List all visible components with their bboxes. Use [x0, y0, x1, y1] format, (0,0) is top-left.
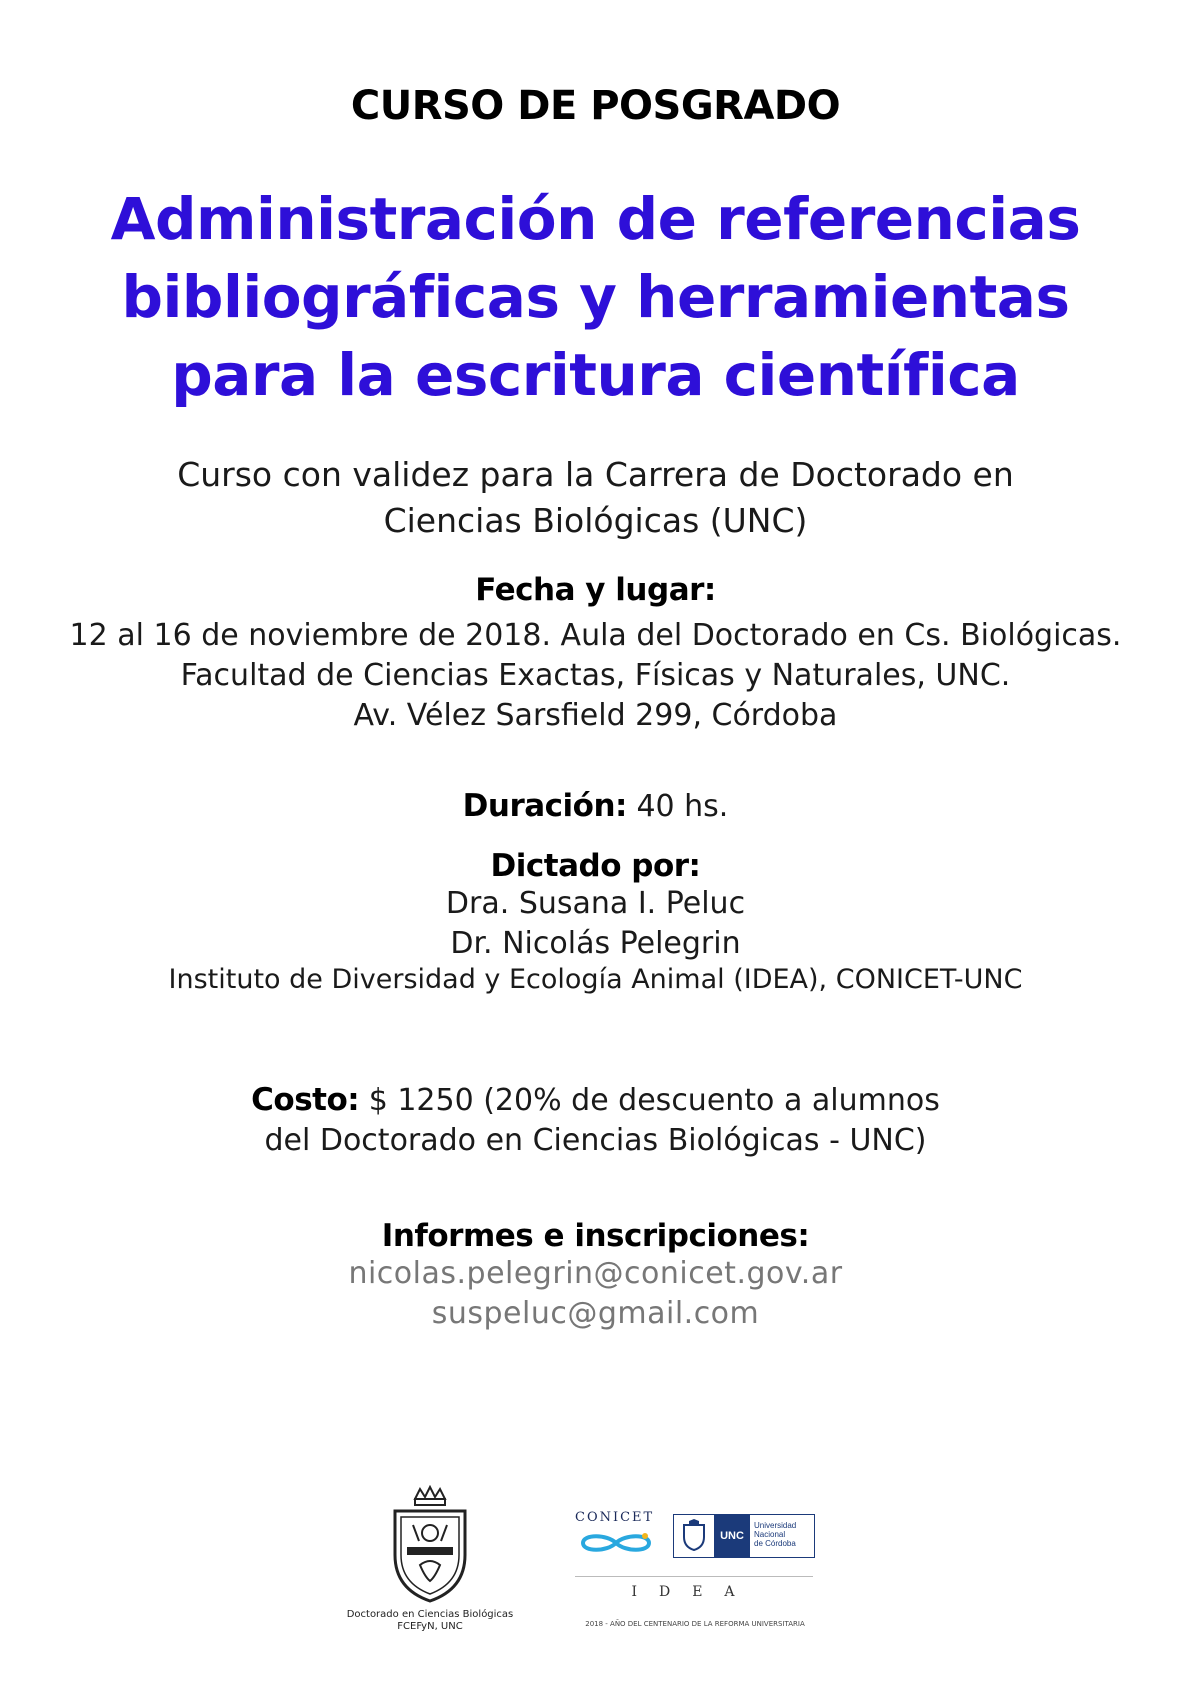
costo-block [0, 1080, 1191, 1161]
unc-name-line-2: Nacional [754, 1530, 786, 1539]
dictado-heading: Dictado por: [490, 848, 701, 884]
conicet-wordmark: CONICET [575, 1510, 655, 1525]
idea-divider [575, 1576, 813, 1577]
dictado-institution: Instituto de Diversidad y Ecología Animal (IDEA), CONICET-UNC [168, 964, 1023, 995]
course-title [0, 180, 1191, 414]
doctorado-caption [340, 1609, 520, 1633]
duracion-line [0, 786, 1191, 827]
title-line-1: Administración de referencias [110, 185, 1081, 253]
email-link-1[interactable]: nicolas.pelegrin@conicet.gov.ar [348, 1256, 843, 1291]
doctorado-caption-line-2: FCEFyN, UNC [397, 1621, 463, 1632]
unc-tag: UNC [714, 1515, 750, 1557]
validity-note [0, 452, 1191, 544]
dictado-names [0, 884, 1191, 964]
email-link-2[interactable]: suspeluc@gmail.com [431, 1296, 760, 1331]
costo-label: Costo: [251, 1082, 360, 1118]
fecha-line-1: 12 al 16 de noviembre de 2018. Aula del Doctorado en Cs. Biológicas. [69, 618, 1122, 653]
informes-heading: Informes e inscripciones: [381, 1218, 810, 1254]
doctorado-logo [340, 1485, 520, 1633]
instructor-1: Dra. Susana I. Peluc [445, 886, 746, 921]
validity-line-2: Ciencias Biológicas (UNC) [383, 501, 808, 540]
course-kicker: CURSO DE POSGRADO [350, 83, 841, 129]
doctorado-caption-line-1: Doctorado en Ciencias Biológicas [346, 1609, 514, 1620]
contact-emails [0, 1254, 1191, 1334]
fecha-details [0, 616, 1191, 736]
costo-value: $ 1250 (20% de descuento a alumnos [359, 1083, 940, 1118]
instructor-2: Dr. Nicolás Pelegrin [450, 926, 741, 961]
unc-name-line-1: Universidad [754, 1521, 797, 1530]
fecha-line-2: Facultad de Ciencias Exactas, Físicas y Naturales, UNC. [180, 658, 1011, 693]
title-line-3: para la escritura científica [171, 341, 1020, 409]
fecha-heading: Fecha y lugar: [475, 572, 716, 608]
duracion-value: 40 hs. [626, 789, 729, 824]
unc-seal-icon [674, 1515, 714, 1555]
unc-coat-of-arms-icon [385, 1485, 475, 1605]
unc-logo [673, 1514, 815, 1558]
duracion-label: Duración: [462, 788, 627, 824]
centenario-caption: 2018 - AÑO DEL CENTENARIO DE LA REFORMA UNIVERSITARIA [585, 1620, 805, 1628]
costo-line-1 [0, 1080, 1191, 1121]
title-line-2: bibliográficas y herramientas [121, 263, 1070, 331]
idea-wordmark: IDEA [631, 1584, 757, 1600]
fecha-line-3: Av. Vélez Sarsfield 299, Córdoba [353, 698, 838, 733]
validity-line-1: Curso con validez para la Carrera de Doctorado en [177, 455, 1014, 494]
unc-name-line-3: de Córdoba [754, 1539, 796, 1548]
unc-name [750, 1515, 796, 1557]
costo-line-2: del Doctorado en Ciencias Biológicas - UNC) [264, 1123, 927, 1158]
conicet-infinity-icon [577, 1530, 655, 1556]
